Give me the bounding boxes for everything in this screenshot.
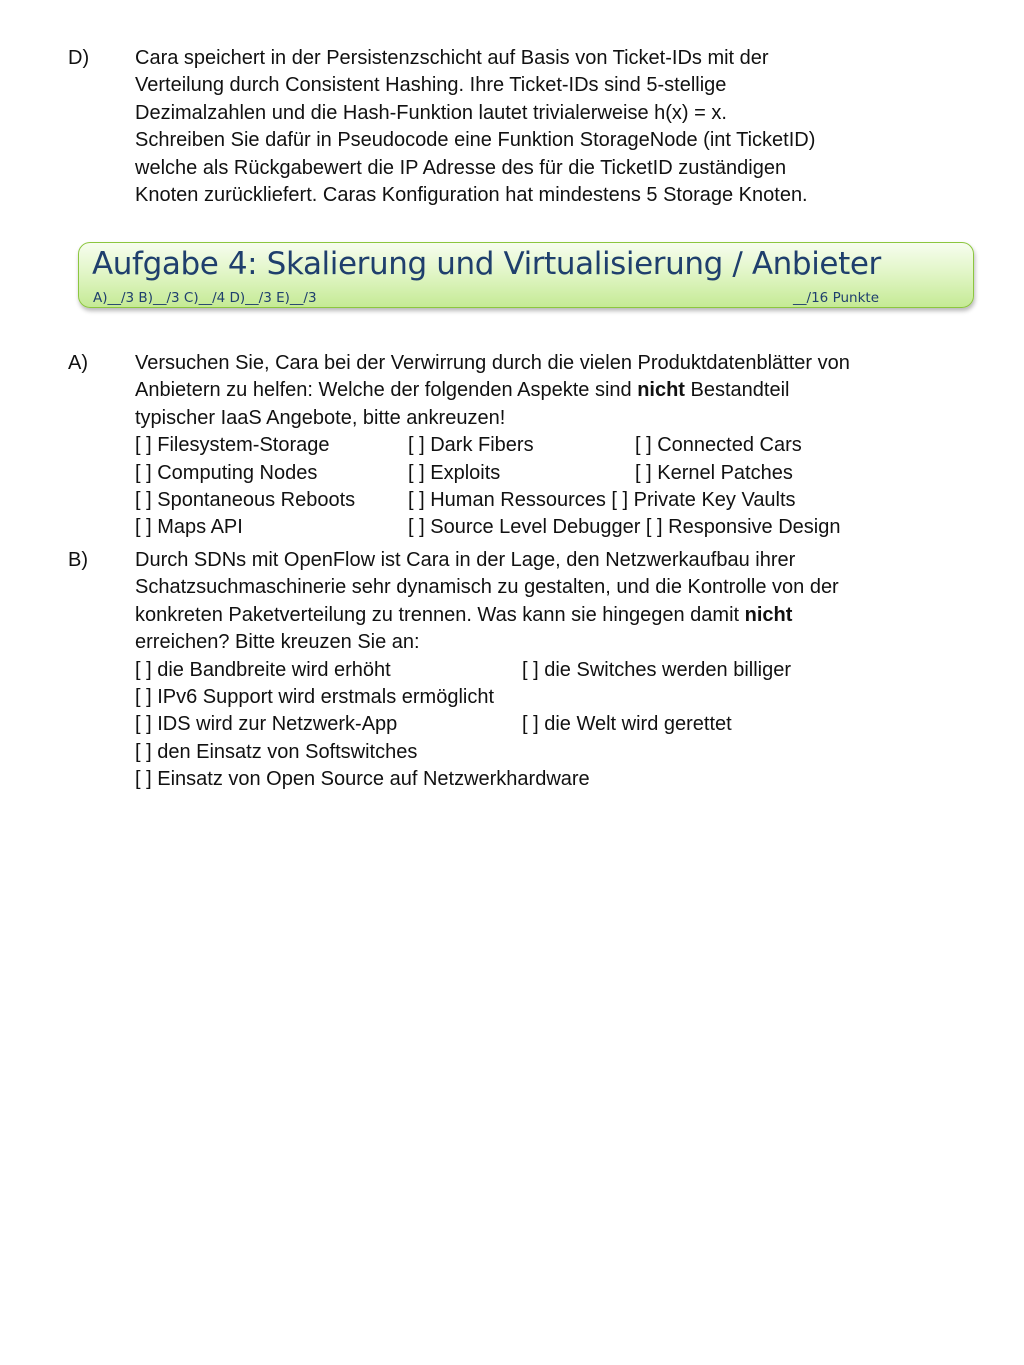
question-d-text [135,45,995,209]
question-d-line: Dezimalzahlen und die Hash-Funktion lautet trivialerweise h(x) = x. [135,101,727,124]
option-checkbox[interactable]: [ ] Maps API [135,516,243,539]
question-b-line: erreichen? Bitte kreuzen Sie an: [135,631,420,654]
question-d-line: Cara speichert in der Persistenzschicht auf Basis von Ticket-IDs mit der [135,47,769,69]
question-a-line [135,377,995,404]
question-b-line-text: konkreten Paketverteilung zu trennen. Was kann sie hingegen damit [135,603,745,626]
option-checkbox[interactable]: [ ] die Welt wird gerettet [522,713,732,736]
option-checkbox[interactable]: [ ] Dark Fibers [408,434,534,457]
option-checkbox[interactable]: [ ] den Einsatz von Softswitches [135,740,418,763]
question-d-line: Schreiben Sie dafür in Pseudocode eine Funktion StorageNode (int TicketID) [135,129,816,152]
option-checkbox[interactable]: [ ] IPv6 Support wird erstmals ermöglicht [135,685,495,708]
question-d-label: D) [68,47,90,69]
option-row [135,514,995,541]
option-checkbox[interactable]: [ ] Computing Nodes [135,461,318,484]
option-checkbox[interactable]: [ ] Kernel Patches [635,461,793,484]
task-title: Aufgabe 4: Skalierung und Virtualisierung / Anbieter [92,246,881,282]
question-b-label: B) [68,549,88,571]
task-banner [78,242,974,308]
option-checkbox[interactable]: [ ] die Switches werden billiger [522,658,792,681]
question-a-line-text: Bestandteil [684,379,790,402]
option-row [135,432,995,459]
option-checkbox[interactable]: [ ] Source Level Debugger [ ] Responsive Design [408,516,841,539]
question-a-options [135,432,995,542]
question-a-emphasis: nicht [637,379,685,402]
question-d-line: Knoten zurückliefert. Caras Konfiguration hat mindestens 5 Storage Knoten. [135,183,808,206]
question-b-line [135,602,995,629]
question-b-line: Schatzsuchmaschinerie sehr dynamisch zu gestalten, und die Kontrolle von der [135,576,839,599]
question-b-emphasis: nicht [744,603,793,626]
question-a-label: A) [68,352,88,374]
option-row [135,684,995,711]
option-row [135,766,995,793]
question-a-line-text: Anbietern zu helfen: Welche der folgenden Aspekte sind [135,379,638,402]
option-checkbox[interactable]: [ ] IDS wird zur Netzwerk-App [135,713,398,736]
question-b-text [135,547,995,794]
option-row [135,657,995,684]
option-checkbox[interactable]: [ ] Filesystem-Storage [135,434,330,457]
option-checkbox[interactable]: [ ] Einsatz von Open Source auf Netzwerkhardware [135,768,590,791]
option-row [135,487,995,514]
question-b-options [135,657,995,794]
option-checkbox[interactable]: [ ] Human Ressources [ ] Private Key Vaults [408,488,796,511]
option-checkbox[interactable]: [ ] Exploits [408,461,501,484]
task-total-points: __/16 Punkte [793,290,879,306]
task-score-breakdown: A)__/3 B)__/3 C)__/4 D)__/3 E)__/3 [93,290,317,306]
question-a-line: typischer IaaS Angebote, bitte ankreuzen! [135,406,506,429]
option-row [135,739,995,766]
option-checkbox[interactable]: [ ] Spontaneous Reboots [135,488,356,511]
question-d-line: Verteilung durch Consistent Hashing. Ihre Ticket-IDs sind 5-stellige [135,74,727,97]
question-a-line: Versuchen Sie, Cara bei der Verwirrung durch die vielen Produktdatenblätter von [135,352,850,374]
question-b-line: Durch SDNs mit OpenFlow ist Cara in der Lage, den Netzwerkaufbau ihrer [135,549,796,571]
option-row [135,460,995,487]
option-row [135,711,995,738]
option-checkbox[interactable]: [ ] Connected Cars [635,434,802,457]
question-a-text [135,350,995,542]
option-checkbox[interactable]: [ ] die Bandbreite wird erhöht [135,658,391,681]
question-d-line: welche als Rückgabewert die IP Adresse des für die TicketID zuständigen [135,156,787,179]
